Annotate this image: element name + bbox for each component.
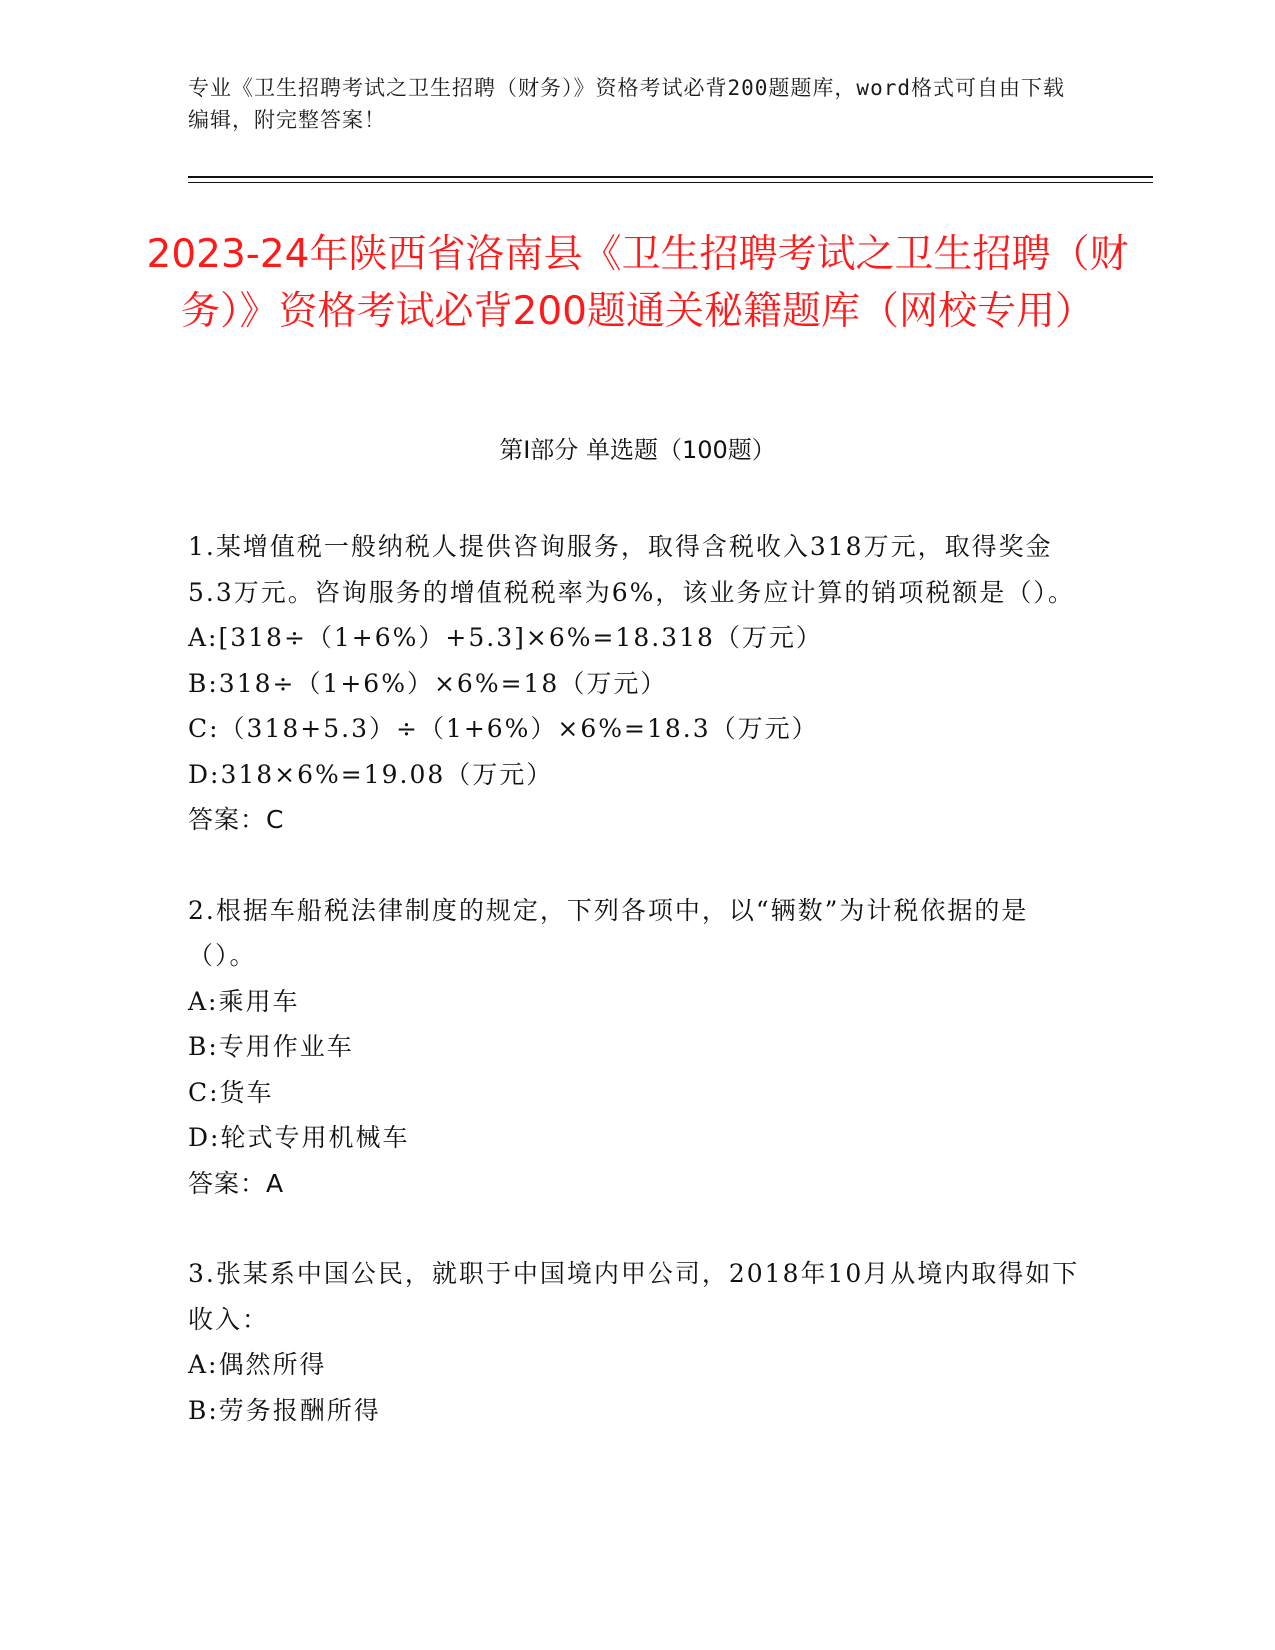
question-stem: 2.根据车船税法律制度的规定，下列各项中，以“辆数”为计税依据的是（）。 [188,895,1029,970]
option-c: C:货车 [188,1077,274,1107]
option-c: C:（318+5.3）÷（1+6%）×6%=18.3（万元） [188,714,819,743]
option-b: B:劳务报酬所得 [188,1395,381,1425]
option-b: B:318÷（1+6%）×6%=18（万元） [188,668,668,698]
document-title: 2023-24年陕西省洛南县《卫生招聘考试之卫生招聘（财务）》资格考试必背200题通关秘籍题库（网校专用） [146,232,1129,334]
question-2 [188,888,1088,1207]
option-a: A:[318÷（1+6%）+5.3]×6%=18.318（万元） [188,623,823,652]
question-stem: 1.某增值税一般纳税人提供咨询服务，取得含税收入318万元，取得奖金5.3万元。咨询服务的增值税税率为6%，该业务应计算的销项税额是（）。 [188,532,1075,607]
header-divider-thin [188,182,1153,183]
option-d: D:轮式专用机械车 [188,1123,410,1152]
option-d: D:318×6%=19.08（万元） [188,759,554,789]
question-3 [188,1251,1088,1433]
section-title: 第Ⅰ部分 单选题（100题） [499,436,776,464]
question-list [188,524,1088,1478]
option-a: A:乘用车 [188,986,300,1016]
header-note: 专业《卫生招聘考试之卫生招聘（财务）》资格考试必背200题题库，word格式可自由下载编辑，附完整答案！ [188,76,1065,132]
answer: 答案：C [188,805,285,834]
question-stem: 3.张某系中国公民，就职于中国境内甲公司，2018年10月从境内取得如下收入： [188,1259,1080,1334]
option-b: B:专用作业车 [188,1032,354,1061]
answer: 答案：A [188,1168,285,1198]
question-1 [188,524,1088,843]
option-a: A:偶然所得 [188,1350,327,1379]
header-divider-thick [188,176,1153,178]
